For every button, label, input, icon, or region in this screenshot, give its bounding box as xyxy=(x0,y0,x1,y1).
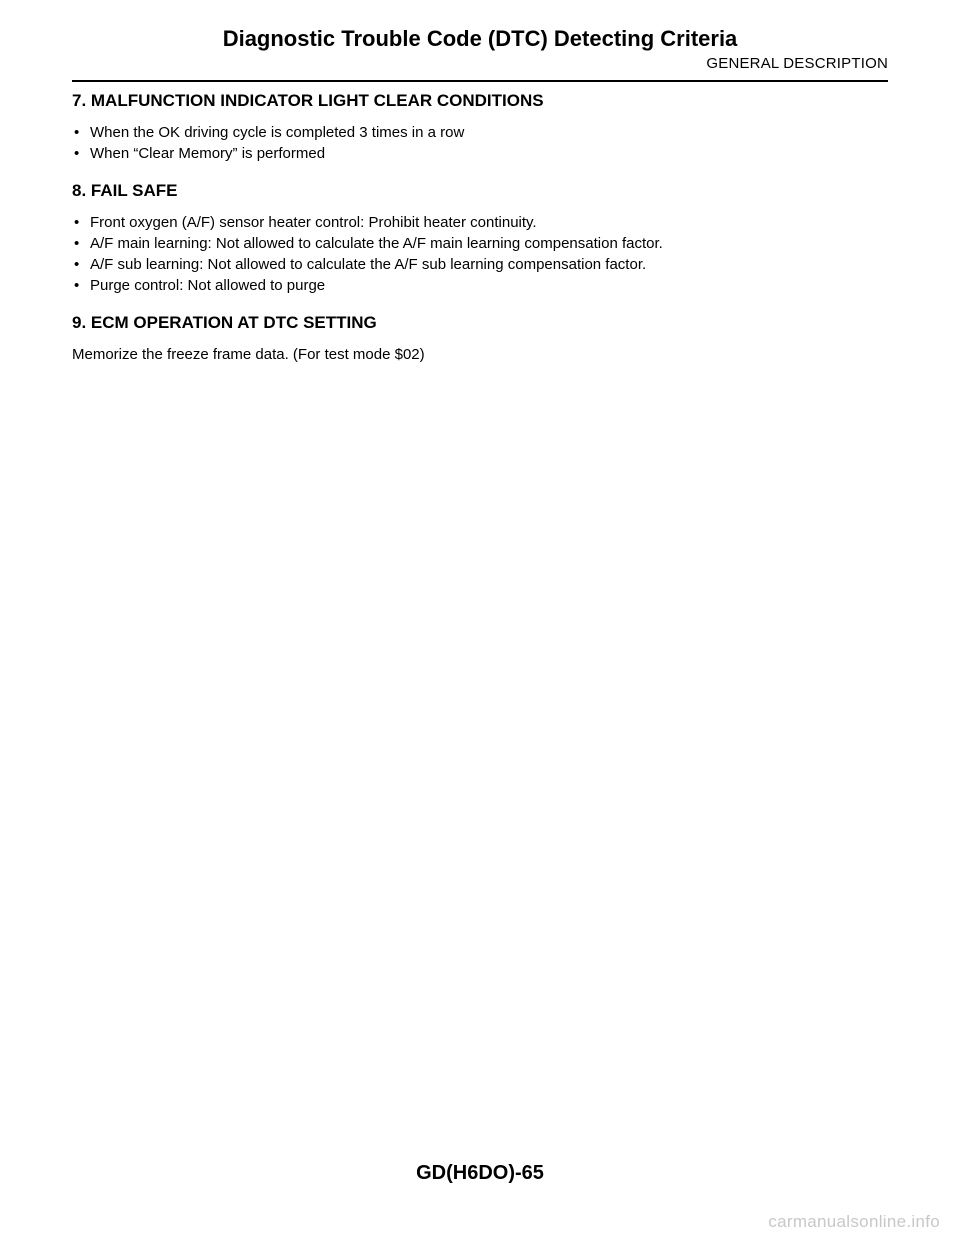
list-item xyxy=(72,212,888,233)
document-title: Diagnostic Trouble Code (DTC) Detecting Criteria xyxy=(222,26,738,51)
list-item xyxy=(72,122,888,143)
bullet-icon: • xyxy=(74,277,80,294)
list-item xyxy=(72,254,888,275)
list-item-text: Purge control: Not allowed to purge xyxy=(90,277,326,294)
list-item-text: A/F sub learning: Not allowed to calculate the A/F sub learning compensation factor. xyxy=(90,256,647,273)
section-heading: 7. MALFUNCTION INDICATOR LIGHT CLEAR CONDITIONS xyxy=(72,91,544,110)
list-item xyxy=(72,275,888,296)
document-section-label: GENERAL DESCRIPTION xyxy=(706,55,888,72)
list-item-text: Front oxygen (A/F) sensor heater control: Prohibit heater continuity. xyxy=(90,214,537,231)
bullet-icon: • xyxy=(74,256,80,273)
watermark: carmanualsonline.info xyxy=(768,1212,940,1231)
section-heading: 9. ECM OPERATION AT DTC SETTING xyxy=(72,313,377,332)
bullet-icon: • xyxy=(74,214,80,231)
bullet-icon: • xyxy=(74,124,80,141)
list-item xyxy=(72,143,888,164)
page-number: GD(H6DO)-65 xyxy=(416,1162,544,1184)
section-paragraph: Memorize the freeze frame data. (For test mode $02) xyxy=(72,346,425,363)
section-fail-safe xyxy=(72,180,888,296)
section-mil-clear-conditions xyxy=(72,90,888,164)
list-item-text: When the OK driving cycle is completed 3 times in a row xyxy=(90,124,465,141)
section-ecm-operation xyxy=(72,312,888,365)
list-item xyxy=(72,233,888,254)
section-heading: 8. FAIL SAFE xyxy=(72,181,178,200)
bullet-list xyxy=(72,122,888,164)
page-header xyxy=(72,22,888,82)
bullet-list xyxy=(72,212,888,296)
document-body xyxy=(72,90,888,381)
list-item-text: When “Clear Memory” is performed xyxy=(90,145,326,162)
bullet-icon: • xyxy=(74,235,80,252)
list-item-text: A/F main learning: Not allowed to calculate the A/F main learning compensation factor. xyxy=(90,235,663,252)
bullet-icon: • xyxy=(74,145,80,162)
